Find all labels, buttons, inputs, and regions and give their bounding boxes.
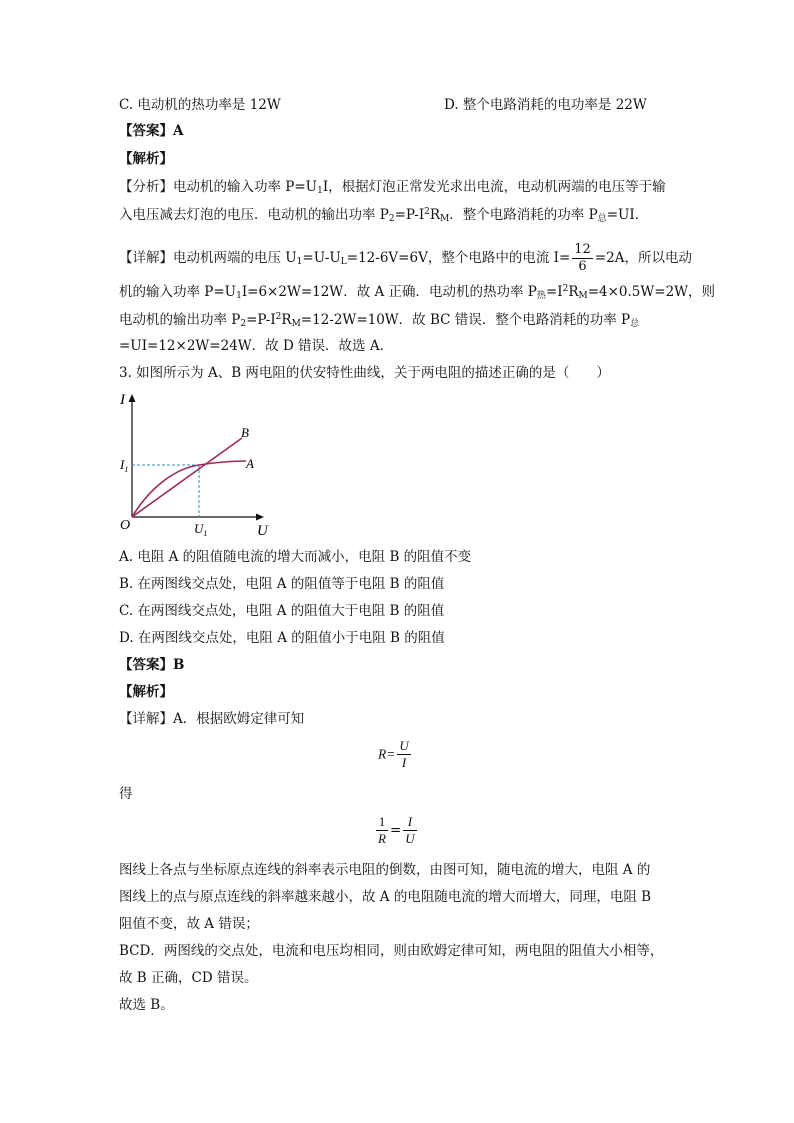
q3-de: 得 xyxy=(119,786,133,802)
curve-b-label: B xyxy=(241,425,249,440)
q3-answer: 【答案】B xyxy=(119,657,185,673)
q2-xiangjie-line-4: =UI=12×2W=24W．故 D 错误．故选 A． xyxy=(119,338,394,354)
y-axis-label: I xyxy=(120,392,125,408)
iv-characteristic-graph xyxy=(110,386,280,544)
q3-option-b: B. 在两图线交点处，电阻 A 的阻值等于电阻 B 的阻值 xyxy=(119,576,445,592)
ohms-law-equation: R= $\frac{U}{I}$ xyxy=(378,738,409,770)
q3-para-2: 图线上的点与原点连线的斜率越来越小，故 A 的电阻随电流的增大而增大，同理，电阻 B xyxy=(119,889,652,905)
q2-option-d: D. 整个电路消耗的电功率是 22W xyxy=(444,97,647,113)
q3-stem: 3. 如图所示为 A、B 两电阻的伏安特性曲线，关于两电阻的描述正确的是（ ） xyxy=(119,365,610,381)
curve-a xyxy=(132,461,246,517)
q3-option-a: A. 电阻 A 的阻值随电流的增大而减小，电阻 B 的阻值不变 xyxy=(119,549,472,565)
q2-fenxi-line-1: 【分析】电动机的输入功率 $P=U_1I$，根据灯泡正常发光求出电流，电动机两端的电压等于输 xyxy=(119,179,666,196)
q3-option-d: D. 在两图线交点处，电阻 A 的阻值小于电阻 B 的阻值 xyxy=(119,630,445,646)
q3-detail-line-1: 【详解】A．根据欧姆定律可知 xyxy=(119,711,305,727)
q3-para-1: 图线上各点与坐标原点连线的斜率表示电阻的倒数，由图可知，随电流的增大，电阻 A 的 xyxy=(119,862,651,878)
q2-xiangjie-line-2: 机的输入功率 $P=U_1I=6\times 2W=12W$．故 A 正确．电动机的热功率 $P_热=I^2R_M=4\times 0.5W=2W$，则 xyxy=(119,284,716,301)
current-fraction: $\frac{12}{6}$ xyxy=(574,242,591,274)
i1-label: $I_1$ xyxy=(120,457,129,474)
x-axis-label: U xyxy=(257,523,268,539)
q2-xiangjie-line-1: 【详解】电动机两端的电压 $U_1=U-U_L=12-6V=6V$，整个电路中的电流 I= $\frac{12}{6}$ =2A，所以电动 xyxy=(119,242,692,274)
y-axis-arrow xyxy=(129,394,136,402)
q3-para-6: 故选 B。 xyxy=(119,997,174,1013)
curve-b xyxy=(132,438,242,517)
q2-option-c: C. 电动机的热功率是 12W xyxy=(119,97,281,113)
q3-analysis-heading: 【解析】 xyxy=(119,684,173,700)
q2-analysis-heading: 【解析】 xyxy=(119,151,173,167)
q2-fenxi-line-2: 入电压减去灯泡的电压．电动机的输出功率 $P_2=P-I^2R_M$．整个电路消耗的功率 $P_总=UI$． xyxy=(119,207,649,224)
q3-para-3: 阻值不变，故 A 错误； xyxy=(119,916,259,932)
q2-answer: 【答案】A xyxy=(119,123,184,139)
origin-label: O xyxy=(120,518,131,533)
curve-a-label: A xyxy=(246,456,254,471)
reciprocal-equation: $\frac{1}{R}$ = $\frac{I}{U}$ xyxy=(378,814,415,846)
q2-xiangjie-line-3: 电动机的输出功率 $P_2=P-I^2R_M=12-2W=10W$．故 BC 错误．整个电路消耗的功率 $P_总$ xyxy=(119,312,640,329)
q3-para-5: 故 B 正确，CD 错误。 xyxy=(119,970,258,986)
x-axis-arrow xyxy=(256,514,264,521)
q3-para-4: BCD．两图线的交点处，电流和电压均相同，则由欧姆定律可知，两电阻的阻值大小相等， xyxy=(119,943,664,959)
q3-option-c: C. 在两图线交点处，电阻 A 的阻值大于电阻 B 的阻值 xyxy=(119,603,445,619)
u1-label: $U_1$ xyxy=(194,521,208,538)
